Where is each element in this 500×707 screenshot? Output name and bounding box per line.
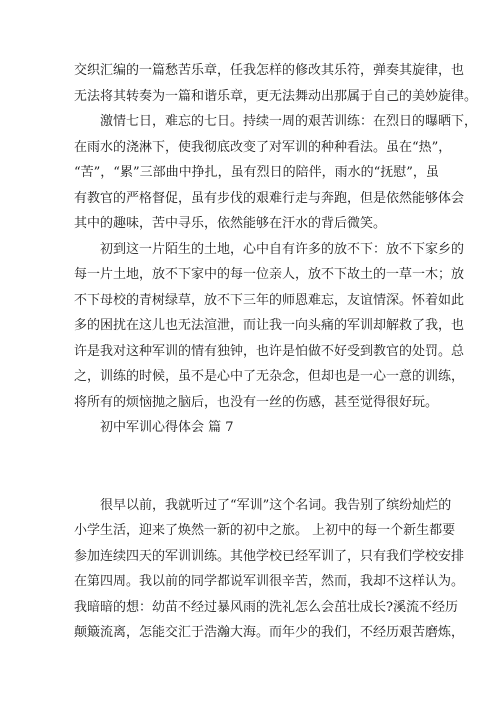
text-line: 每一片土地，放不下家中的每一位亲人，放不下故土的一草一木；放 bbox=[74, 267, 465, 282]
text-line: 颠簸流离，怎能交汇于浩瀚大海。而年少的我们，不经历艰苦磨炼， bbox=[74, 625, 465, 640]
text-line: 其中的趣味，苦中寻乐，依然能够在汗水的背后微笑。 bbox=[74, 216, 387, 231]
text-line: 有教官的严格督促，虽有步伐的艰难行走与奔跑，但是依然能够体会 bbox=[74, 190, 465, 206]
text-line: 交织汇编的一篇愁苦乐章，任我怎样的修改其乐符，弹奏其旋律，也 bbox=[74, 63, 465, 78]
text-line: 之，训练的时候，虽不是心中了无杂念，但却也是一心一意的训练， bbox=[74, 369, 465, 384]
text-line: 激情七日，难忘的七日。持续一周的艰苦训练：在烈日的曝晒下， bbox=[100, 114, 478, 129]
text-line: 无法将其转奏为一篇和谐乐章，更无法舞动出那属于自己的美妙旋律。 bbox=[74, 88, 478, 104]
paragraph-seven-days bbox=[74, 109, 478, 237]
text-line: 多的困扰在这儿也无法渲泄，而让我一向头痛的军训却解救了我，也 bbox=[74, 318, 465, 333]
text-line: 小学生活，迎来了焕然一新的初中之旅。 上初中的每一个新生都要 bbox=[74, 523, 456, 538]
paragraph-new-land bbox=[74, 237, 465, 416]
paragraph-military-training bbox=[74, 493, 465, 646]
text-line: 不下母校的青树绿草，放不下三年的师恩难忘，友谊情深。怀着如此 bbox=[74, 292, 465, 308]
text-line: 初到这一片陌生的土地，心中自有许多的放不下：放不下家乡的 bbox=[100, 241, 465, 257]
text-line: 将所有的烦恼抛之脑后，也没有一丝的伤感，甚至觉得很好玩。 bbox=[74, 394, 439, 410]
text-line: 参加连续四天的军训训练。其他学校已经军训了，只有我们学校安排 bbox=[74, 548, 465, 564]
text-line: 很早以前，我就听过了“军训”这个名词。我告别了缤纷灿烂的 bbox=[100, 497, 452, 513]
section-spacer bbox=[74, 441, 436, 493]
text-line: 许是我对这种军训的情有独钟，也许是怕做不好受到教官的处罚。总 bbox=[74, 343, 465, 359]
text-line: 在雨水的浇淋下，使我彻底改变了对军训的种种看法。虽在“热”， bbox=[74, 139, 452, 155]
text-line: 在第四周。我以前的同学都说军训很辛苦，然而，我却不这样认为。 bbox=[74, 574, 465, 589]
text-line: “苦”，“累”三部曲中挣扎，虽有烈日的陪伴，雨水的“抚慰”，虽 bbox=[74, 165, 439, 180]
section-heading: 初中军训心得体会 篇 7 bbox=[100, 420, 234, 435]
document-page bbox=[74, 58, 478, 646]
text-line: 我暗暗的想：幼苗不经过暴风雨的洗礼怎么会茁壮成长?溪流不经历 bbox=[74, 599, 458, 615]
paragraph-continued bbox=[74, 58, 478, 109]
